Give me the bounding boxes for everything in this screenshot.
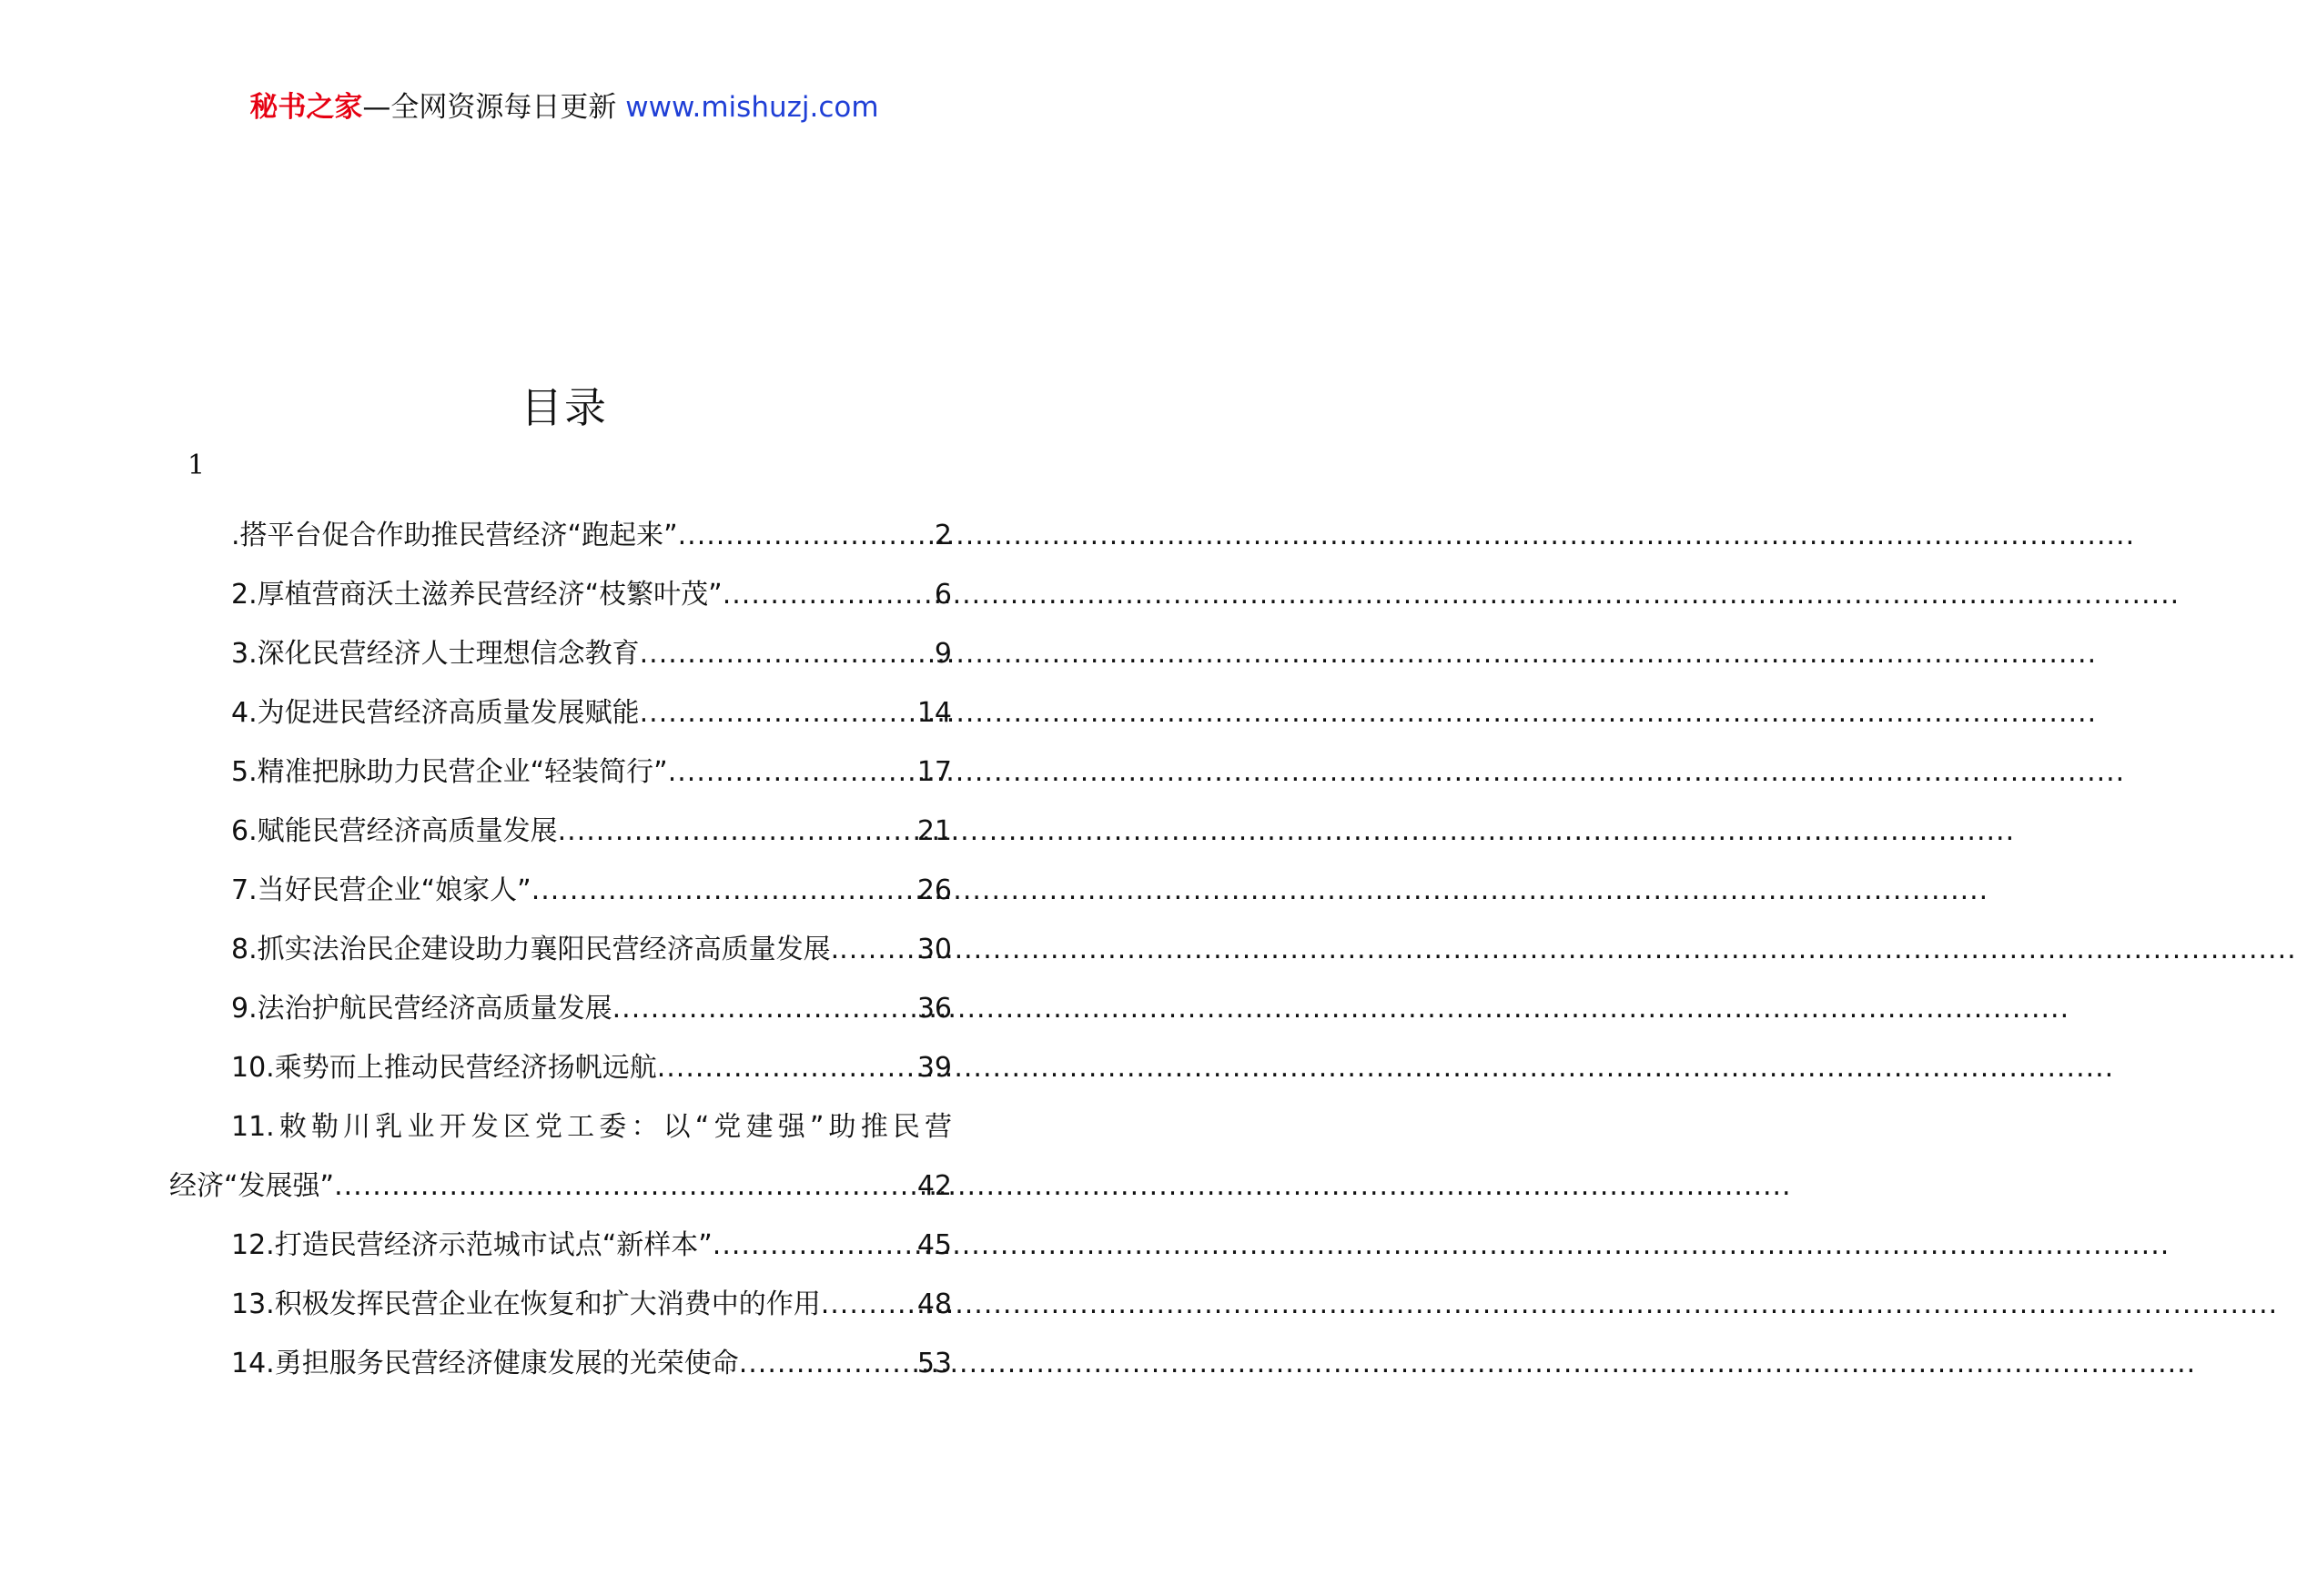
toc-leader-dots <box>678 506 935 565</box>
toc-page-number: 2 <box>934 520 952 551</box>
toc-entry-12[interactable] <box>169 1216 952 1275</box>
table-of-contents <box>169 506 952 1393</box>
toc-leader-dots <box>334 1157 917 1216</box>
toc-entry-label: 12.打造民营经济示范城市试点“新样本” <box>231 1229 713 1261</box>
toc-leader-dots <box>839 920 917 979</box>
toc-entry-9[interactable] <box>169 979 952 1038</box>
toc-entry-label: 4.为促进民营经济高质量发展赋能 <box>231 697 640 729</box>
toc-entry-label-line1: 11.敕勒川乳业开发区党工委：以“党建强”助推民营 <box>231 1111 952 1143</box>
header-tagline: —全网资源每日更新 <box>362 91 626 124</box>
toc-entry-label-line2: 经济“发展强” <box>169 1170 335 1202</box>
toc-page-number: 48 <box>916 1288 952 1320</box>
toc-entry-label: 3.深化民营经济人士理想信念教育 <box>231 638 640 670</box>
toc-leader-dots <box>657 1038 917 1097</box>
orphan-list-number: 1 <box>187 450 206 481</box>
toc-page-number: 21 <box>916 815 952 847</box>
toc-page-number: 45 <box>916 1229 952 1261</box>
toc-entry-label: .搭平台促合作助推民营经济“跑起来” <box>231 520 678 551</box>
toc-page-number: 53 <box>916 1348 952 1379</box>
toc-entry-7[interactable] <box>169 861 952 920</box>
toc-leader-dots <box>640 683 917 742</box>
toc-entry-label: 13.积极发挥民营企业在恢复和扩大消费中的作用 <box>231 1288 821 1320</box>
toc-entry-1[interactable] <box>169 506 952 565</box>
toc-entry-5[interactable] <box>169 742 952 802</box>
toc-entry-label: 6.赋能民营经济高质量发展 <box>231 815 558 847</box>
site-header <box>0 89 1128 126</box>
toc-entry-label: 5.精准把脉助力民营企业“轻装简行” <box>231 756 668 788</box>
toc-entry-label: 2.厚植营商沃土滋养民营经济“枝繁叶茂” <box>231 579 723 611</box>
toc-entry-14[interactable] <box>169 1334 952 1393</box>
toc-entry-6[interactable] <box>169 802 952 861</box>
toc-page-number: 17 <box>916 756 952 788</box>
toc-entry-label: 8.抓实法治民企建设助力襄阳民营经济高质量发展. <box>231 934 840 965</box>
toc-entry-8[interactable] <box>169 920 952 979</box>
toc-entry-13[interactable] <box>169 1275 952 1334</box>
toc-page-number: 14 <box>916 697 952 729</box>
toc-leader-dots <box>668 742 917 802</box>
toc-entry-label: 9.法治护航民营经济高质量发展 <box>231 993 612 1025</box>
toc-page-number: 9 <box>934 638 952 670</box>
toc-leader-dots <box>640 624 935 683</box>
toc-leader-dots <box>612 979 917 1038</box>
page-title: 目录 <box>521 383 608 432</box>
toc-entry-11[interactable] <box>169 1097 952 1216</box>
toc-leader-dots <box>739 1334 917 1393</box>
toc-entry-10[interactable] <box>169 1038 952 1097</box>
toc-page-number: 6 <box>934 579 952 611</box>
toc-page-number: 30 <box>916 934 952 965</box>
toc-page-number: 39 <box>916 1052 952 1084</box>
toc-entry-label: 14.勇担服务民营经济健康发展的光荣使命 <box>231 1348 739 1379</box>
toc-leader-dots <box>558 802 917 861</box>
site-url-link[interactable]: www.mishuzj.com <box>625 91 879 124</box>
toc-page-number: 36 <box>916 993 952 1025</box>
brand-name: 秘书之家 <box>249 91 363 124</box>
toc-page-number: 26 <box>916 874 952 906</box>
toc-entry-3[interactable] <box>169 624 952 683</box>
toc-leader-dots <box>713 1216 917 1275</box>
toc-entry-label: 10.乘势而上推动民营经济扬帆远航 <box>231 1052 657 1084</box>
toc-entry-2[interactable] <box>169 565 952 624</box>
toc-entry-4[interactable] <box>169 683 952 742</box>
toc-entry-label: 7.当好民营企业“娘家人” <box>231 874 531 906</box>
toc-leader-dots <box>531 861 917 920</box>
toc-leader-dots <box>723 565 935 624</box>
toc-leader-dots <box>821 1275 917 1334</box>
toc-page-number: 42 <box>916 1170 952 1202</box>
